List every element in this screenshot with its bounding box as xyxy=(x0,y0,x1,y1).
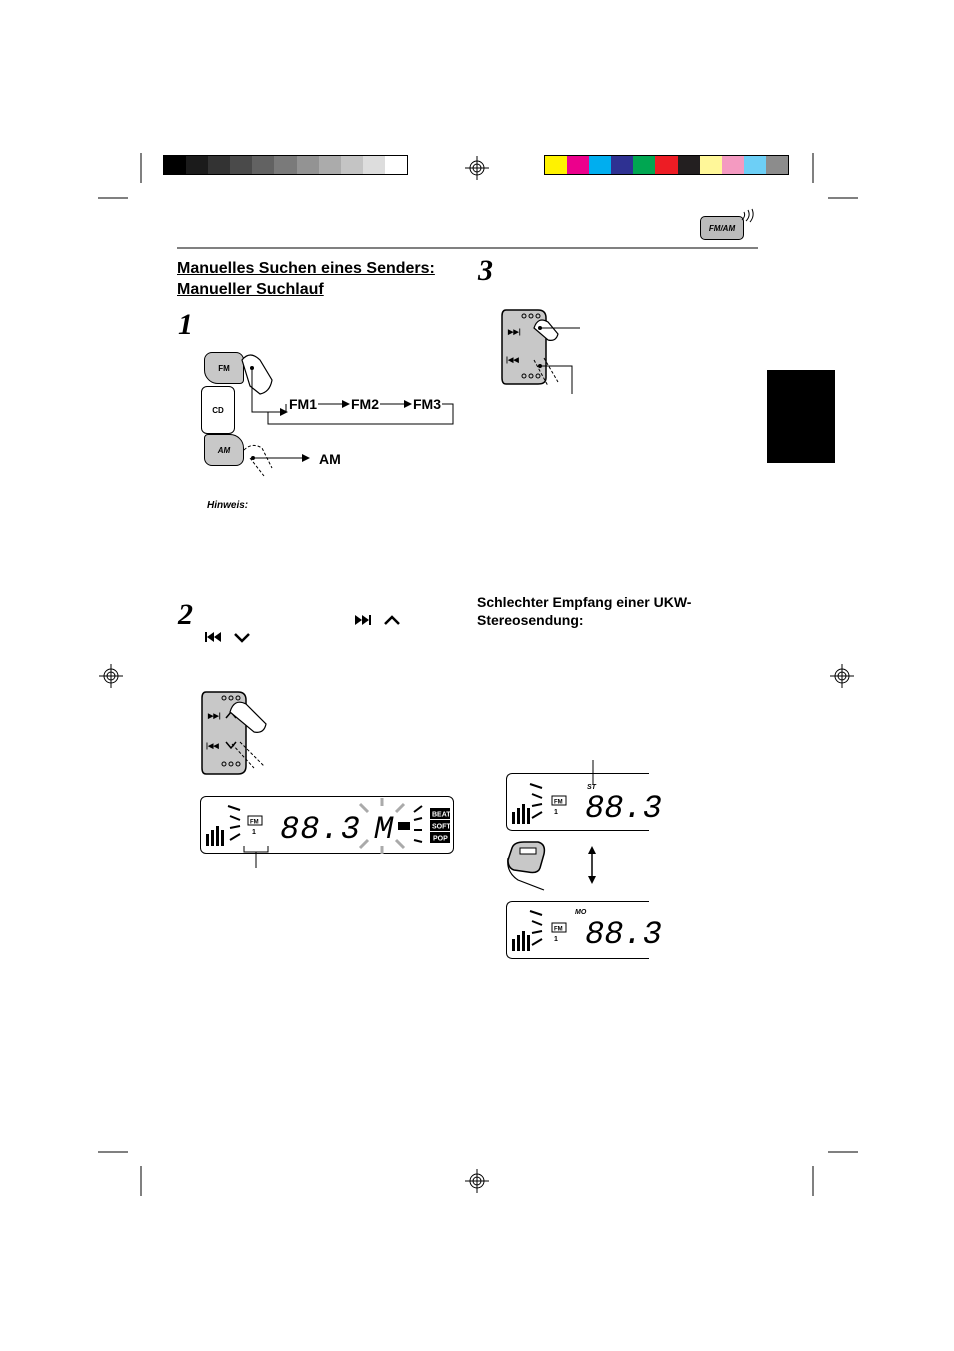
seek-rocker-illustration[interactable] xyxy=(198,688,278,780)
fm-am-header-icon xyxy=(700,216,744,240)
registration-mark-right xyxy=(830,664,854,688)
lcd-stereo-frequency: 88.3 xyxy=(585,790,662,827)
signal-waves-icon xyxy=(740,208,756,224)
step-2-number: 2 xyxy=(178,598,193,631)
svg-text:POP: POP xyxy=(433,835,448,843)
step-3-number: 3 xyxy=(478,254,493,287)
lcd-mono-frequency: 88.3 xyxy=(585,916,662,953)
fm-am-icon-label: FM/AM xyxy=(708,223,736,233)
fm3-label: FM3 xyxy=(413,396,441,412)
am-button-label: AM xyxy=(217,445,231,455)
fm1-label: FM1 xyxy=(289,396,317,412)
svg-text:FM: FM xyxy=(554,799,563,806)
svg-text:▶▶|: ▶▶| xyxy=(208,713,221,720)
step3-rocker-illustration[interactable] xyxy=(498,306,588,398)
step-1-number: 1 xyxy=(178,308,193,341)
svg-text:▶▶|: ▶▶| xyxy=(508,329,521,336)
svg-text:SOFT: SOFT xyxy=(432,823,451,831)
svg-text:1: 1 xyxy=(554,936,558,943)
svg-text:1: 1 xyxy=(554,809,558,816)
poor-reception-title xyxy=(477,593,691,629)
next-up-icon xyxy=(355,613,403,627)
mono-indicator: MO xyxy=(575,909,587,916)
lcd-step2-mode: M xyxy=(374,811,394,848)
section-title-line1: Manuelles Suchen eines Senders: xyxy=(177,260,435,277)
finger-icon-dashed xyxy=(244,445,272,468)
finger-icon xyxy=(242,355,272,394)
lcd-band: FM xyxy=(250,819,259,826)
mode-button-illustration[interactable] xyxy=(504,840,614,896)
poor-reception-title-line1: Schlechter Empfang einer UKW- xyxy=(477,594,692,610)
svg-text:|◀◀: |◀◀ xyxy=(506,357,519,364)
prev-down-icon xyxy=(205,630,253,644)
section-title xyxy=(177,258,435,300)
registration-mark-left xyxy=(99,664,123,688)
svg-text:BEAT: BEAT xyxy=(432,811,451,819)
poor-reception-title-line2: Stereosendung: xyxy=(477,612,584,628)
language-tab xyxy=(767,370,835,463)
fm-button-label: FM xyxy=(218,363,230,373)
lcd-step2-frequency: 88.3 xyxy=(280,811,361,848)
cd-button-label: CD xyxy=(212,405,224,415)
stereo-indicator: ST xyxy=(587,784,596,791)
note-label: Hinweis: xyxy=(207,500,249,511)
am-label: AM xyxy=(319,451,341,467)
svg-text:|◀◀: |◀◀ xyxy=(206,743,219,750)
svg-text:FM: FM xyxy=(554,926,563,933)
svg-text:1: 1 xyxy=(252,829,256,836)
fm2-label: FM2 xyxy=(351,396,379,412)
registration-mark-bottom xyxy=(465,1169,489,1193)
section-title-line2: Manueller Suchlauf xyxy=(177,281,324,298)
registration-mark-top xyxy=(465,156,489,180)
